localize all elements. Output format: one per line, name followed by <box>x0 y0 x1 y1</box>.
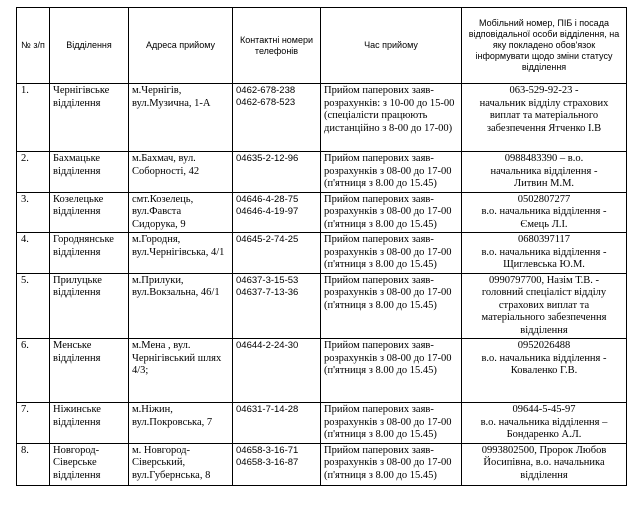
header-phones: Контактні номери телефонів <box>233 8 321 84</box>
mobile-line: 063-529-92-23 - <box>509 85 579 96</box>
phone-number: 0462-678-238 <box>236 85 296 96</box>
mobile-line: Бондаренко А.Л. <box>506 429 582 440</box>
row-hours: Прийом паперових заяв-розрахунків з 08-00 до 17-00 (п'ятниця з 8.00 до 15.45) <box>321 233 462 274</box>
table-row <box>17 84 627 152</box>
mobile-line: в.о. начальника відділення - <box>481 246 607 258</box>
row-hours: Прийом паперових заяв-розрахунків з 08-00 до 17-00 (п'ятниця з 8.00 до 15.45) <box>321 339 462 403</box>
row-hours: Прийом паперових заяв-розрахунків з 08-00 до 17-00 (п'ятниця з 8.00 до 15.45) <box>321 192 462 233</box>
row-num: 6. <box>17 339 50 403</box>
phone-number: 04646-4-28-75 <box>236 193 299 205</box>
phone-number: 04644-2-24-30 <box>236 340 299 351</box>
table-row <box>17 443 627 485</box>
phone-number: 04658-3-16-87 <box>236 456 299 468</box>
header-address: Адреса прийому <box>129 8 233 84</box>
branches-table-container <box>16 7 626 486</box>
mobile-line: Коваленко Г.В. <box>510 365 578 376</box>
row-branch: Прилуцьке відділення <box>50 273 129 339</box>
row-hours: Прийом паперових заяв-розрахунків з 08-00 до 17-00 (п'ятниця з 8.00 до 15.45) <box>321 403 462 444</box>
mobile-line: забезпечення Ятченко І.В <box>486 122 602 134</box>
row-phones <box>233 339 321 403</box>
phone-number: 04658-3-16-71 <box>236 444 299 456</box>
header-branch: Відділення <box>50 8 129 84</box>
row-mobile <box>462 339 627 403</box>
mobile-line: відділення <box>520 469 568 481</box>
row-mobile <box>462 273 627 339</box>
row-branch: Чернігівське відділення <box>50 84 129 152</box>
header-row <box>17 8 627 84</box>
mobile-line: 0502807277 <box>517 193 571 205</box>
row-num: 8. <box>17 443 50 485</box>
row-num: 2. <box>17 152 50 193</box>
table-body <box>17 84 627 486</box>
table-row <box>17 233 627 274</box>
row-mobile <box>462 192 627 233</box>
mobile-line: Йосипівна, в.о. начальника <box>483 457 605 468</box>
phone-number: 04637-7-13-36 <box>236 286 299 298</box>
phone-number: 04637-3-15-53 <box>236 274 299 286</box>
phone-number: 04645-2-74-25 <box>236 234 299 245</box>
mobile-line: Литвин М.М. <box>513 178 575 189</box>
row-mobile <box>462 84 627 152</box>
table-row <box>17 403 627 444</box>
row-phones <box>233 443 321 485</box>
mobile-line: начальник відділу страхових <box>479 97 609 109</box>
mobile-line: виплат та матеріального <box>489 110 599 121</box>
mobile-line: Щиглевська Ю.М. <box>503 259 585 270</box>
row-branch: Новгород-Сіверське відділення <box>50 443 129 485</box>
row-num: 3. <box>17 192 50 233</box>
mobile-line: в.о. начальника відділення – <box>480 416 608 428</box>
mobile-line: 0952026488 <box>517 340 571 351</box>
row-branch: Городнянське відділення <box>50 233 129 274</box>
table-row <box>17 192 627 233</box>
header-mobile: Мобільний номер, ПІБ і посада відповідальної особи відділення, на яку покладено обов'язок інформувати щодо зміни статусу відділення <box>462 8 627 84</box>
row-hours: Прийом паперових заяв-розрахунків: з 10-00 до 15-00 (спеціалісти працюють дистанційно з 8-00 до 17-00) <box>321 84 462 152</box>
mobile-line: начальника відділення - <box>490 165 598 177</box>
row-hours: Прийом паперових заяв-розрахунків з 08-00 до 17-00 (п'ятниця з 8.00 до 15.45) <box>321 152 462 193</box>
header-hours: Час прийому <box>321 8 462 84</box>
row-hours: Прийом паперових заяв-розрахунків з 08-00 до 17-00 (п'ятниця з 8.00 до 15.45) <box>321 273 462 339</box>
row-phones <box>233 233 321 274</box>
mobile-line: 0988483390 – в.о. <box>504 153 584 164</box>
row-num: 1. <box>17 84 50 152</box>
row-address: смт.Козелець, вул.Фавста Сидорука, 9 <box>129 192 233 233</box>
mobile-line: 0680397117 <box>517 234 571 245</box>
row-address: м. Новгород-Сіверський, вул.Губернська, 8 <box>129 443 233 485</box>
table-row <box>17 339 627 403</box>
row-address: м.Прилуки, вул.Вокзальна, 46/1 <box>129 273 233 339</box>
row-phones <box>233 152 321 193</box>
mobile-line: 0990797700, Назім Т.В. - <box>488 274 600 286</box>
row-num: 5. <box>17 273 50 339</box>
table-row <box>17 273 627 339</box>
row-phones <box>233 192 321 233</box>
row-address: м.Ніжин, вул.Покровська, 7 <box>129 403 233 444</box>
row-branch: Менське відділення <box>50 339 129 403</box>
phone-number: 04631-7-14-28 <box>236 404 299 415</box>
row-address: м.Чернігів, вул.Музична, 1-А <box>129 84 233 152</box>
row-address: м.Бахмач, вул. Соборності, 42 <box>129 152 233 193</box>
row-address: м.Мена , вул. Чернігівський шлях 4/3; <box>129 339 233 403</box>
row-num: 4. <box>17 233 50 274</box>
phone-number: 0462-678-523 <box>236 97 296 108</box>
row-branch: Бахмацьке відділення <box>50 152 129 193</box>
row-mobile <box>462 443 627 485</box>
phone-number: 04646-4-19-97 <box>236 205 299 217</box>
mobile-line: матеріального забезпечення <box>481 312 607 323</box>
row-mobile <box>462 403 627 444</box>
mobile-line: 09644-5-45-97 <box>512 404 576 415</box>
row-mobile <box>462 152 627 193</box>
mobile-line: 0993802500, Пророк Любов <box>481 444 607 456</box>
mobile-line: страхових виплат та <box>498 299 590 311</box>
mobile-line: головний спеціаліст відділу <box>481 287 607 298</box>
table-row <box>17 152 627 193</box>
header-num: № з/п <box>17 8 50 84</box>
branches-table <box>16 7 627 486</box>
phone-number: 04635-2-12-96 <box>236 153 299 164</box>
row-phones <box>233 84 321 152</box>
mobile-line: відділення <box>520 324 568 336</box>
row-branch: Козелецьке відділення <box>50 192 129 233</box>
mobile-line: Ємець Л.І. <box>520 218 568 230</box>
mobile-line: в.о. начальника відділення - <box>481 352 607 364</box>
mobile-line: в.о. начальника відділення - <box>481 206 607 217</box>
row-num: 7. <box>17 403 50 444</box>
row-hours: Прийом паперових заяв-розрахунків з 08-00 до 17-00 (п'ятниця з 8.00 до 15.45) <box>321 443 462 485</box>
row-address: м.Городня, вул.Чернігівська, 4/1 <box>129 233 233 274</box>
row-phones <box>233 273 321 339</box>
row-branch: Ніжинське відділення <box>50 403 129 444</box>
row-phones <box>233 403 321 444</box>
row-mobile <box>462 233 627 274</box>
